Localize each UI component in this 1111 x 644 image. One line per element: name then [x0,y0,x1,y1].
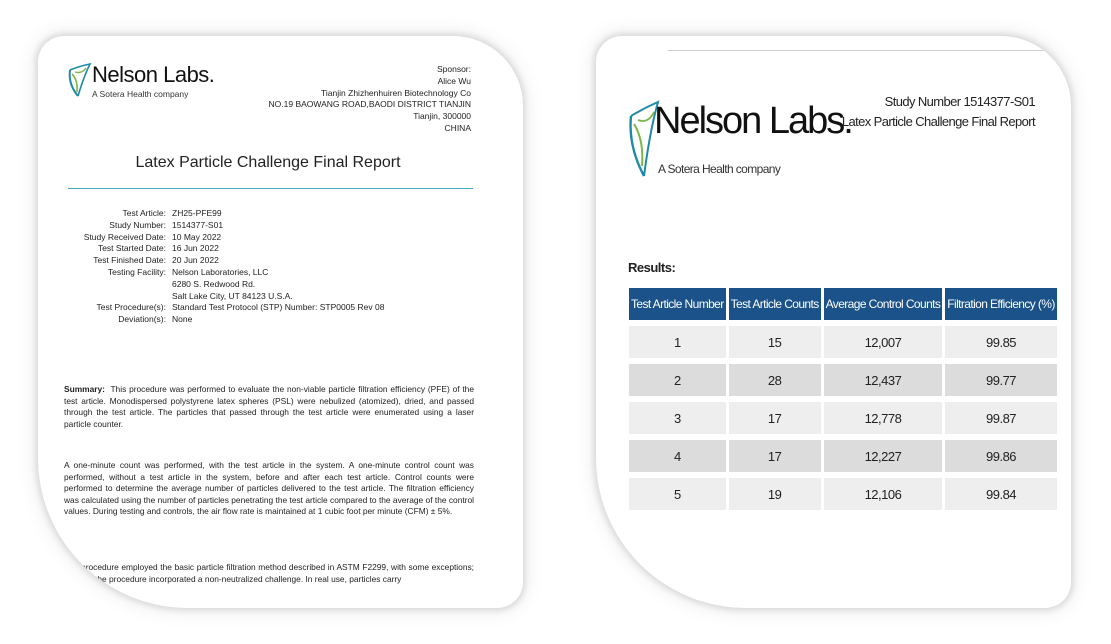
table-row [629,326,1057,358]
table-cell: 17 [729,402,821,434]
info-value: ZH25-PFE99 [172,208,222,218]
table-header-row [629,288,1057,320]
table-cell: 12,778 [824,402,943,434]
table-cell: 99.85 [945,326,1056,358]
table-row [629,478,1057,510]
table-cell: 99.84 [945,478,1056,510]
table-cell: 99.77 [945,364,1056,396]
table-cell: 1 [629,326,726,358]
report-name: Latex Particle Challenge Final Report [841,114,1035,129]
table-cell: 4 [629,440,726,472]
info-row [68,267,488,279]
logo-tagline: A Sotera Health company [658,162,781,176]
info-label: Test Started Date: [97,243,166,254]
column-header: Filtration Efficiency (%) [945,288,1056,320]
column-header: Test Article Number [629,288,726,320]
table-cell: 99.87 [945,402,1056,434]
header-rule [668,50,1058,51]
info-value: 6280 S. Redwood Rd. [172,278,256,289]
table-row [629,364,1057,396]
sponsor-country: CHINA [444,122,471,133]
info-value: 20 Jun 2022 [172,255,219,266]
info-label: Study Received Date: [83,231,166,242]
table-cell: 28 [729,364,821,396]
info-value: Nelson Laboratories, LLC [172,266,269,277]
info-value: 1514377-S01 [172,219,224,230]
info-row [68,208,488,220]
sponsor-company: Tianjin Zhizhenhuiren Biotechnology Co [321,87,471,98]
sponsor-label: Sponsor: [436,64,471,74]
info-label [68,291,172,303]
logo-tagline: A Sotera Health company [92,89,189,99]
info-row [68,302,488,314]
info-label: Test Article: [122,208,166,218]
summary-label: Summary: [64,384,105,394]
table-cell: 12,227 [824,440,943,472]
summary-paragraph [64,384,474,430]
info-label: Study Number: [109,219,166,230]
info-row [68,232,488,244]
table-row [629,440,1057,472]
info-row [68,314,488,326]
info-row [68,291,488,303]
info-value: 16 Jun 2022 [172,243,219,254]
summary-text: This procedure was performed to evaluate the non-viable particle filtration efficiency (PFE) of the test article. Monodispersed polystyrene latex spheres (PSL) were nebulized (atomized), dried, and passed through the test article. The particles that passed through the test article were enumerated using a laser particle counter. [64,384,474,429]
info-label: Test Finished Date: [93,255,166,266]
info-value: Standard Test Protocol (STP) Number: STP0005 Rev 08 [172,302,385,313]
table-row [629,402,1057,434]
title-divider [68,188,473,189]
sponsor-address: NO.19 BAOWANG ROAD,BAODI DISTRICT TIANJIN [268,99,471,110]
study-header [842,92,1035,132]
info-label: Testing Facility: [107,266,166,277]
info-label: Test Procedure(s): [96,302,166,313]
info-label [68,279,172,291]
sponsor-city: Tianjin, 300000 [413,111,471,122]
table-cell: 2 [629,364,726,396]
column-header: Average Control Counts [824,288,943,320]
info-row [68,243,488,255]
sponsor-block [221,64,471,135]
table-cell: 3 [629,402,726,434]
table-cell: 19 [729,478,821,510]
results-table [626,288,1060,510]
table-cell: 17 [729,440,821,472]
info-value: Salt Lake City, UT 84123 U.S.A. [172,290,293,301]
table-cell: 5 [629,478,726,510]
info-row [68,255,488,267]
table-cell: 15 [729,326,821,358]
report-title: Latex Particle Challenge Final Report [135,154,401,171]
logo-wordmark: Nelson Labs. [92,62,215,87]
logo-wordmark: Nelson Labs. [654,100,852,142]
method-paragraph: A one-minute count was performed, with the test article in the system. A one-minute control count was performed, without a test article in the system, before and after each test article. Control counts were performed to determine the average number of particles delivered to the test article. The filtration efficiency was calculated using the number of particles penetrating the test article compared to the average of the control values. During testing and controls, the air flow rate is maintained at 1 cubic foot per minute (CFM) ± 5%. [64,460,474,517]
table-cell: 12,106 [824,478,943,510]
results-heading: Results: [628,260,676,275]
nelson-labs-leaf-icon [66,62,92,98]
table-cell: 12,437 [824,364,943,396]
column-header: Test Article Counts [729,288,821,320]
sponsor-contact: Alice Wu [437,75,471,86]
info-label: Deviation(s): [118,314,166,325]
info-value: None [172,314,193,325]
test-info-block [68,208,488,326]
info-row [68,279,488,291]
report-page-results [596,36,1071,608]
info-value: 10 May 2022 [172,231,222,242]
report-page-1 [38,36,523,608]
table-cell: 99.86 [945,440,1056,472]
info-row [68,220,488,232]
table-cell: 12,007 [824,326,943,358]
study-number: Study Number 1514377-S01 [884,94,1035,109]
procedure-paragraph: The procedure employed the basic particle filtration method described in ASTM F2299, with some exceptions; notably, the procedure incorporated a non-neutralized challenge. In real use, particles carry [64,562,474,584]
